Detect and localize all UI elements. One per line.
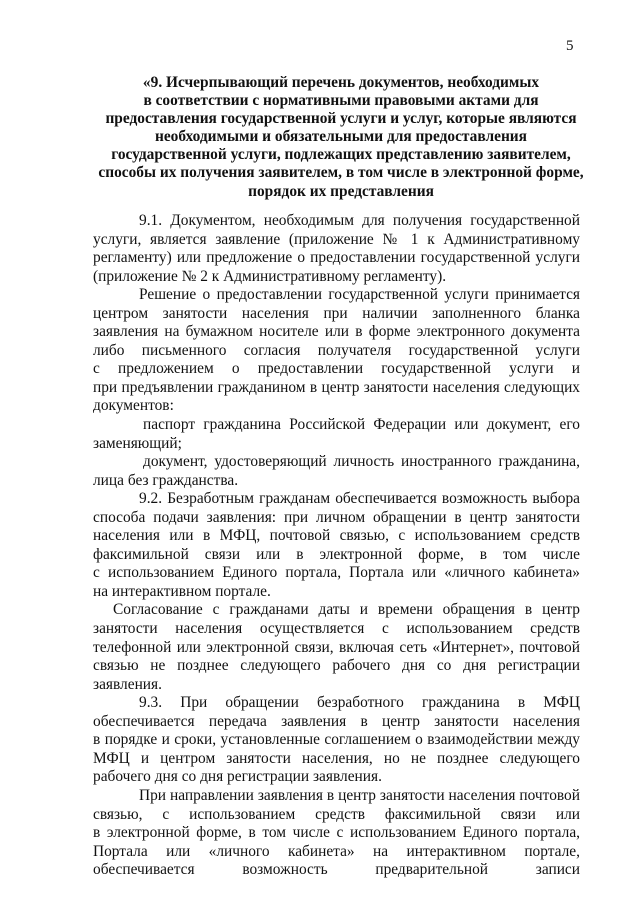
heading-line: государственной услуги, подлежащих представлению заявителем, <box>111 146 571 164</box>
paragraph-9-1 <box>93 212 580 286</box>
text-line: связью не позднее следующего рабочего дня со дня регистрации <box>93 657 580 675</box>
heading-line: необходимыми и обязательными для предоставления <box>154 128 528 146</box>
section-heading <box>95 74 587 201</box>
text-line: населения или в МФЦ, почтовой связью, с использованием средств <box>93 527 580 545</box>
text-line: 9.2. Безработным гражданам обеспечивается возможность выбора <box>139 490 580 508</box>
text-line: документ, удостоверяющий личность иностранного гражданина, <box>143 453 580 471</box>
heading-line: предоставления государственной услуги и услуг, которые являются <box>105 110 577 128</box>
text-line: услуги, является заявление (приложение № 1 к Административному <box>93 230 580 248</box>
heading-line: способы их получения заявителем, в том числе в электронной форме, <box>98 164 584 182</box>
paragraph-9-2 <box>93 490 580 601</box>
paragraph-identity-document <box>93 453 580 490</box>
text-line: либо письменного согласия получателя государственной услуги <box>93 341 580 359</box>
paragraph-decision <box>93 286 580 416</box>
page-number: 5 <box>566 38 574 54</box>
heading-line: порядок их представления <box>248 182 434 200</box>
text-line: лица без гражданства. <box>93 471 239 489</box>
text-line: в электронной форме, в том числе с использованием Единого портала, <box>93 824 580 842</box>
text-line: факсимильной связи или в электронной форме, в том числе <box>93 545 580 563</box>
paragraph-9-3 <box>93 694 580 787</box>
paragraph-coordination <box>93 601 580 694</box>
text-line: способа подачи заявления: при личном обращении в центр занятости <box>93 508 580 526</box>
text-line: паспорт гражданина Российской Федерации или документ, его <box>143 416 580 434</box>
paragraph-postal <box>93 787 580 880</box>
heading-line: в соответствии с нормативными правовыми актами для <box>143 92 539 110</box>
text-line: с использованием Единого портала, Портала или «личного кабинета» <box>93 564 580 582</box>
text-line: заявления. <box>93 675 162 693</box>
text-line: с предложением о предоставлении государственной услуги и <box>93 360 580 378</box>
text-line: обеспечивается передача заявления в центр занятости населения <box>93 712 580 730</box>
text-line: центром занятости населения при наличии заполненного бланка <box>93 304 580 322</box>
text-line: При направлении заявления в центр занятости населения почтовой <box>139 786 580 804</box>
text-line: Решение о предоставлении государственной услуги принимается <box>139 286 580 304</box>
text-line: документов: <box>93 397 174 415</box>
text-line: при предъявлении гражданином в центр занятости населения следующих <box>93 378 580 396</box>
text-line: телефонной или электронной связи, включая сеть «Интернет», почтовой <box>93 638 580 656</box>
text-line: заменяющий; <box>93 434 182 452</box>
document-body <box>93 212 580 880</box>
text-line: 9.3. При обращении безработного гражданина в МФЦ <box>139 694 580 712</box>
text-line: рабочего дня со дня регистрации заявления. <box>93 768 382 786</box>
text-line: Согласование с гражданами даты и времени обращения в центр <box>113 601 580 619</box>
text-line: обеспечивается возможность предварительной записи <box>93 861 580 879</box>
text-line: регламенту) или предложение о предоставлении государственной услуги <box>93 249 580 267</box>
text-line: Портала или «личного кабинета» на интерактивном портале, <box>93 842 580 860</box>
text-line: на интерактивном портале. <box>93 582 271 600</box>
text-line: (приложение № 2 к Административному регламенту). <box>93 267 447 285</box>
text-line: заявления на бумажном носителе или в форме электронного документа <box>93 323 580 341</box>
heading-line: «9. Исчерпывающий перечень документов, необходимых <box>142 74 540 91</box>
text-line: МФЦ и центром занятости населения, но не позднее следующего <box>93 749 580 767</box>
text-line: в порядке и сроки, установленные соглашением о взаимодействии между <box>93 731 580 749</box>
paragraph-passport <box>93 416 580 453</box>
text-line: связью, с использованием средств факсимильной связи или <box>93 805 580 823</box>
text-line: занятости населения осуществляется с использованием средств <box>93 620 580 638</box>
text-line: 9.1. Документом, необходимым для получения государственной <box>139 212 580 229</box>
